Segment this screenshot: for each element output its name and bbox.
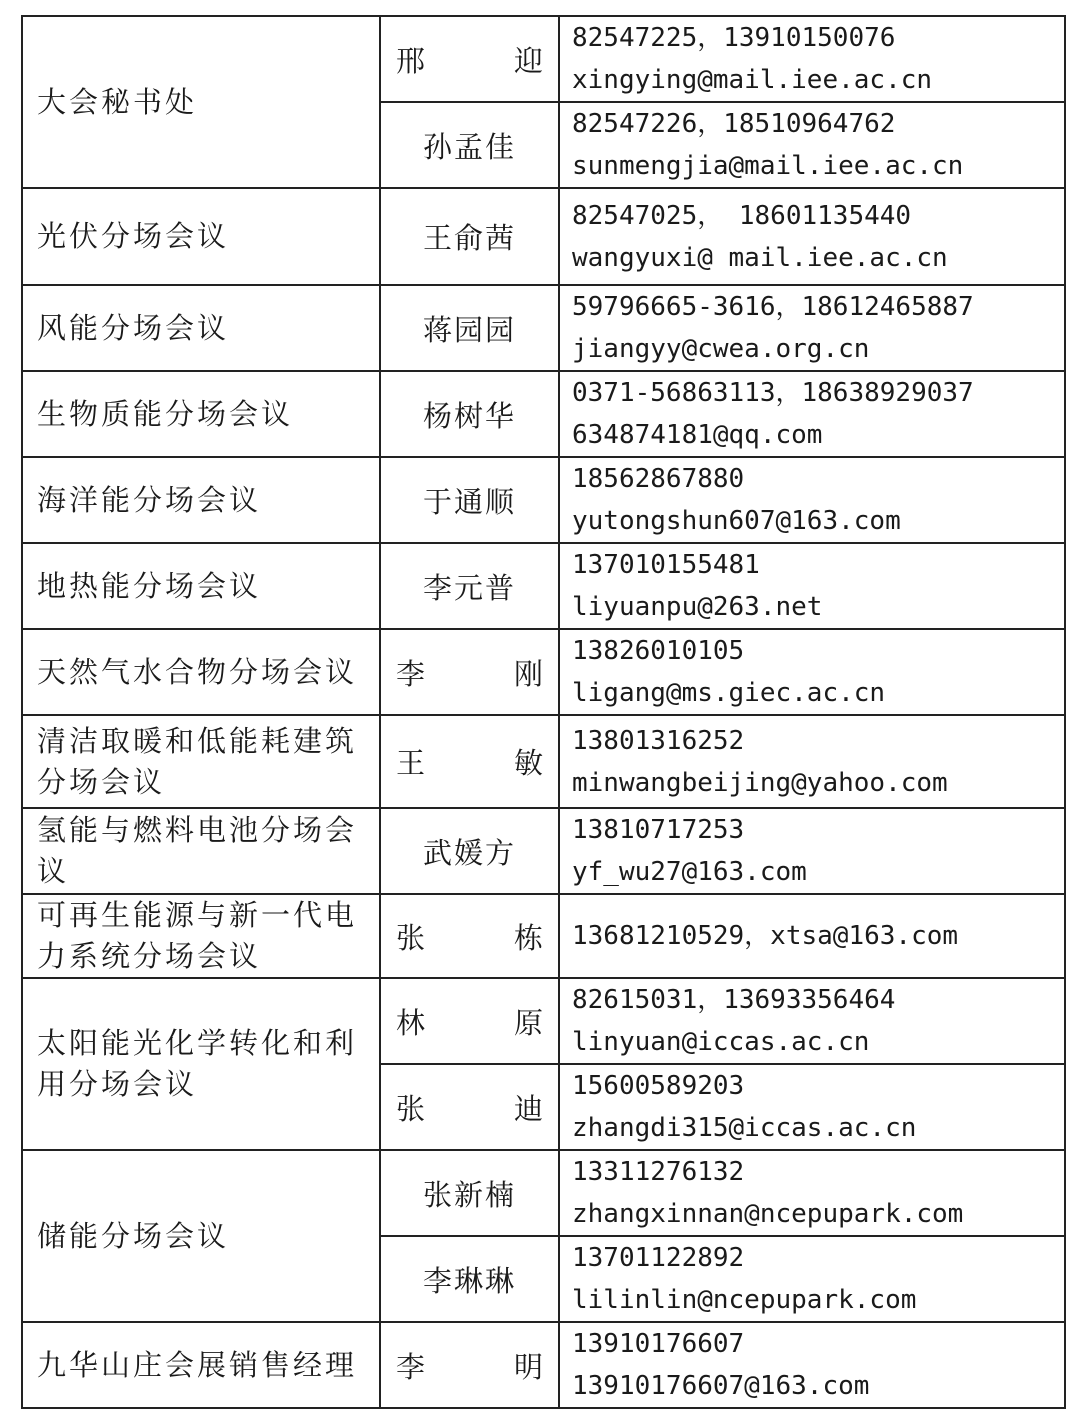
email-address: yutongshun607@163.com xyxy=(572,506,901,536)
contact-table xyxy=(21,15,1066,1409)
contact-name-cell xyxy=(380,894,573,978)
contact-name-cell xyxy=(380,978,573,1064)
phone-numbers: 59796665-3616，18612465887 xyxy=(572,292,974,322)
contact-name-cell xyxy=(380,543,559,629)
contact-name: 王俞茜 xyxy=(422,221,516,255)
phone-numbers: 18562867880 xyxy=(572,464,745,494)
contact-name-cell xyxy=(380,1236,559,1322)
phone-numbers: 13810717253 xyxy=(572,815,745,845)
email-address: jiangyy@cwea.org.cn xyxy=(572,334,870,364)
contact-name-cell xyxy=(380,102,559,188)
phone-numbers: 82547225，13910150076 xyxy=(572,23,896,53)
contact-name: 蒋园园 xyxy=(422,312,516,347)
contact-info-cell xyxy=(559,894,1065,978)
email-address: zhangxinnan@ncepupark.com xyxy=(572,1199,964,1229)
contact-info-cell xyxy=(559,978,1065,1064)
contact-name: 张新楠 xyxy=(422,1177,516,1212)
table-row xyxy=(22,978,1065,1064)
contact-name: 武媛方 xyxy=(422,835,516,870)
table-row xyxy=(22,543,1065,629)
org-cell: 天然气水合物分场会议 xyxy=(22,629,380,715)
contact-info-cell xyxy=(559,715,1065,808)
contact-info-cell xyxy=(559,102,1065,188)
contact-name-cell xyxy=(380,1064,573,1150)
phone-numbers: 82615031，13693356464 xyxy=(572,985,896,1015)
phone-numbers: 13311276132 xyxy=(572,1157,745,1187)
phone-numbers: 13701122892 xyxy=(572,1243,745,1273)
contact-info-cell xyxy=(559,371,1065,457)
table-row xyxy=(22,188,1065,285)
contact-info-cell xyxy=(559,543,1065,629)
contact-name-cell xyxy=(380,1150,559,1236)
contact-name-cell xyxy=(380,715,573,808)
contact-name-cell xyxy=(380,457,559,543)
phone-numbers: 0371-56863113，18638929037 xyxy=(572,378,974,408)
contact-info-cell xyxy=(559,629,1065,715)
org-cell: 清洁取暖和低能耗建筑分场会议 xyxy=(22,715,380,808)
email-address: yf_wu27@163.com xyxy=(572,857,807,887)
contact-name-cell xyxy=(380,285,559,371)
table-row xyxy=(22,1322,1065,1408)
email-address: sunmengjia@mail.iee.ac.cn xyxy=(572,151,964,181)
email-address: liyuanpu@263.net xyxy=(572,592,823,622)
phone-numbers: 82547025， 18601135440 xyxy=(572,200,912,231)
contact-info-cell xyxy=(559,808,1065,894)
table-row xyxy=(22,715,1065,808)
contact-info-cell xyxy=(559,457,1065,543)
email-address: 634874181@qq.com xyxy=(572,420,823,450)
table-row xyxy=(22,371,1065,457)
org-cell: 地热能分场会议 xyxy=(22,543,380,629)
table-row xyxy=(22,1150,1065,1236)
phone-numbers: 13910176607 xyxy=(572,1329,745,1359)
email-address: linyuan@iccas.ac.cn xyxy=(572,1027,870,1057)
contact-name: 李 刚 xyxy=(395,656,573,691)
email-address: 13910176607@163.com xyxy=(572,1371,870,1401)
org-cell: 光伏分场会议 xyxy=(22,188,380,285)
org-cell: 太阳能光化学转化和利用分场会议 xyxy=(22,978,380,1150)
contact-name-cell xyxy=(380,629,573,715)
phone-numbers: 13801316252 xyxy=(572,725,745,756)
email-address: wangyuxi@ mail.iee.ac.cn xyxy=(572,242,948,273)
phone-numbers: 82547226，18510964762 xyxy=(572,109,896,139)
email-address: minwangbeijing@yahoo.com xyxy=(572,767,948,798)
org-cell: 九华山庄会展销售经理 xyxy=(22,1322,380,1408)
org-cell: 海洋能分场会议 xyxy=(22,457,380,543)
email-address: ligang@ms.giec.ac.cn xyxy=(572,678,886,708)
table-row xyxy=(22,808,1065,894)
table-row xyxy=(22,457,1065,543)
contact-name-cell xyxy=(380,16,573,102)
phone-numbers: 137010155481 xyxy=(572,550,760,580)
email-address: xingying@mail.iee.ac.cn xyxy=(572,65,933,95)
phone-numbers: 15600589203 xyxy=(572,1071,745,1101)
contact-name: 张 迪 xyxy=(395,1091,573,1126)
org-cell: 可再生能源与新一代电力系统分场会议 xyxy=(22,894,380,978)
org-cell: 生物质能分场会议 xyxy=(22,371,380,457)
contact-name: 李元普 xyxy=(422,570,516,605)
email-address: lilinlin@ncepupark.com xyxy=(572,1285,917,1315)
table-row xyxy=(22,16,1065,102)
contact-name: 张 栋 xyxy=(395,920,573,955)
table-row xyxy=(22,629,1065,715)
org-cell: 风能分场会议 xyxy=(22,285,380,371)
contact-info-cell xyxy=(559,1322,1065,1408)
contact-name: 孙孟佳 xyxy=(422,129,516,164)
contact-name: 王 敏 xyxy=(395,746,573,780)
contact-name: 于通顺 xyxy=(422,484,516,519)
org-cell: 大会秘书处 xyxy=(22,16,380,188)
contact-info-cell xyxy=(559,16,1065,102)
contact-name-cell xyxy=(380,188,559,285)
contact-info-cell xyxy=(559,1150,1065,1236)
contact-name: 林 原 xyxy=(395,1005,573,1040)
contact-name-cell xyxy=(380,1322,573,1408)
contact-name: 李 明 xyxy=(395,1349,573,1384)
table-row xyxy=(22,894,1065,978)
org-cell: 氢能与燃料电池分场会议 xyxy=(22,808,380,894)
contact-info-cell xyxy=(559,188,1065,285)
contact-info-cell xyxy=(559,1236,1065,1322)
contact-name: 李琳琳 xyxy=(422,1263,516,1298)
phone-numbers: 13681210529，xtsa@163.com xyxy=(572,921,959,951)
contact-info-cell xyxy=(559,1064,1065,1150)
contact-name-cell xyxy=(380,371,559,457)
contact-info-cell xyxy=(559,285,1065,371)
table-row xyxy=(22,285,1065,371)
contact-name: 杨树华 xyxy=(422,398,516,433)
contact-name-cell xyxy=(380,808,559,894)
org-cell: 储能分场会议 xyxy=(22,1150,380,1322)
phone-numbers: 13826010105 xyxy=(572,636,745,666)
contact-name: 邢 迎 xyxy=(395,43,573,78)
email-address: zhangdi315@iccas.ac.cn xyxy=(572,1113,917,1143)
